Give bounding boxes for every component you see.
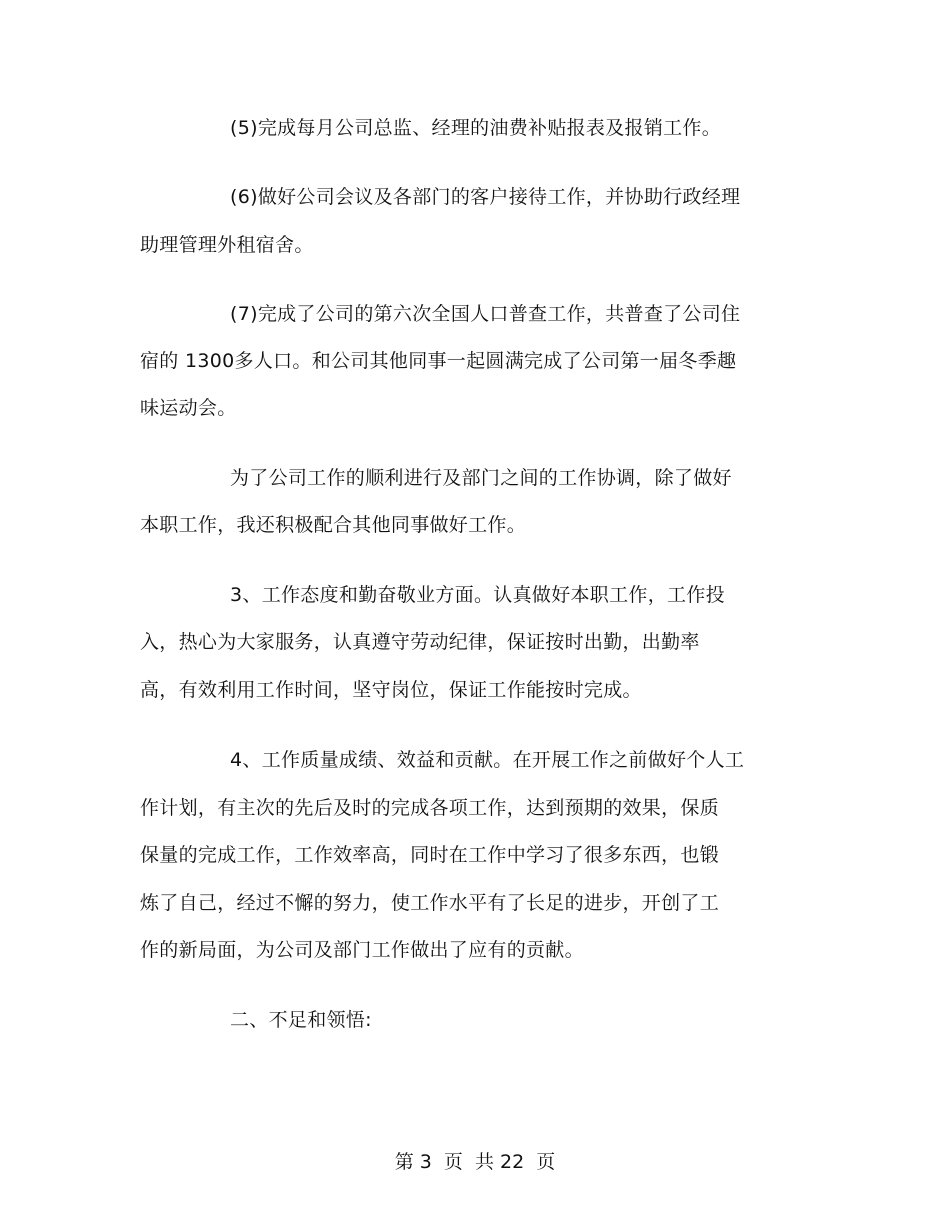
paragraph-7-line-3: 味运动会。 [140,397,237,419]
section-heading-shortcomings: 二、不足和领悟: [230,1009,372,1031]
paragraph-7-line-1: (7)完成了公司的第六次全国人口普查工作，共普查了公司住 [230,303,741,325]
paragraph-6-line-2: 助理管理外租宿舍。 [140,234,314,256]
paragraph-7-line-2: 宿的 1300多人口。和公司其他同事一起圆满完成了公司第一届冬季趣 [140,350,737,372]
section-4-line-1: 4、工作质量成绩、效益和贡献。在开展工作之前做好个人工 [230,749,745,771]
section-4-line-5: 作的新局面，为公司及部门工作做出了应有的贡献。 [140,939,584,961]
section-4-line-4: 炼了自己，经过不懈的努力，使工作水平有了长足的进步，开创了工 [140,892,720,914]
section-3-line-1: 3、工作态度和勤奋敬业方面。认真做好本职工作，工作投 [230,584,725,606]
section-4-line-2: 作计划，有主次的先后及时的完成各项工作，达到预期的效果，保质 [140,797,720,819]
coordination-paragraph-line-1: 为了公司工作的顺利进行及部门之间的工作协调，除了做好 [230,467,732,489]
paragraph-6-line-1: (6)做好公司会议及各部门的客户接待工作，并协助行政经理 [230,186,741,208]
coordination-paragraph-line-2: 本职工作，我还积极配合其他同事做好工作。 [140,514,527,536]
paragraph-5-line-1: (5)完成每月公司总监、经理的油费补贴报表及报销工作。 [230,117,722,139]
page-number-footer: 第 3 页 共 22 页 [394,1151,556,1173]
section-3-line-3: 高，有效利用工作时间，坚守岗位，保证工作能按时完成。 [140,679,642,701]
section-4-line-3: 保量的完成工作，工作效率高，同时在工作中学习了很多东西，也锻 [140,844,720,866]
section-3-line-2: 入，热心为大家服务，认真遵守劳动纪律，保证按时出勤，出勤率 [140,631,700,653]
